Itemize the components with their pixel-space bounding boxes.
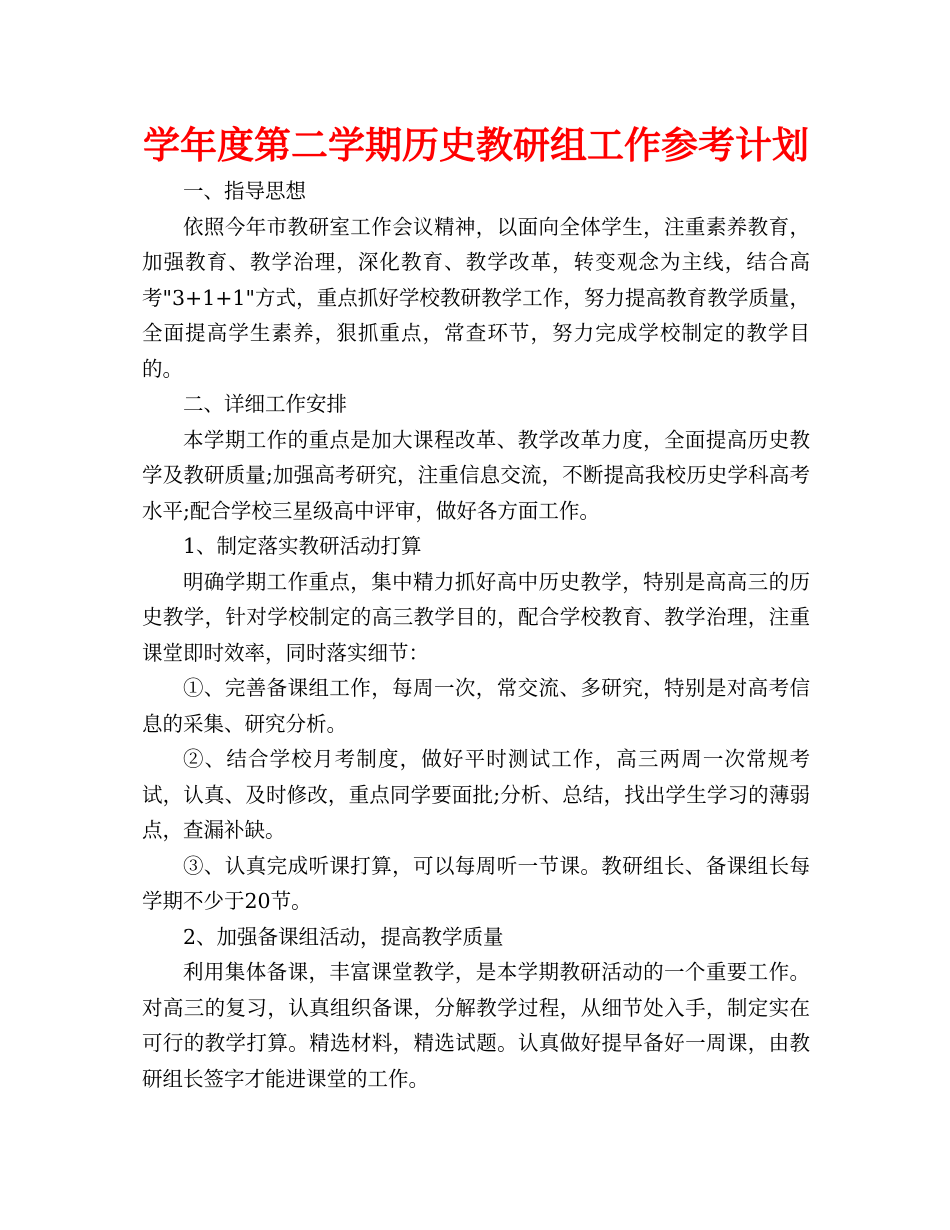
paragraph-lesson-prep: 利用集体备课，丰富课堂教学，是本学期教研活动的一个重要工作。对高三的复习，认真组织备课，分解教学过程，从细节处入手，制定实在可行的教学打算。精选材料，精选试题。认真做好提早备好一周课，由教研组长签字才能进课堂的工作。 xyxy=(142,960,810,1091)
list-item-2: ②、结合学校月考制度，做好平时测试工作，高三两周一次常规考试，认真、及时修改，重点同学要面批;分析、总结，找出学生学习的薄弱点，查漏补缺。 xyxy=(142,747,810,842)
subheading-research-plan: 1、制定落实教研活动打算 xyxy=(183,534,422,558)
paragraph-research-plan: 明确学期工作重点，集中精力抓好高中历史教学，特别是高高三的历史教学，针对学校制定的高三教学目的，配合学校教育、教学治理，注重课堂即时效率，同时落实细节： xyxy=(142,569,810,665)
section-heading-work-arrangement: 二、详细工作安排 xyxy=(183,392,347,416)
section-heading-guiding-ideology: 一、指导思想 xyxy=(183,179,306,203)
list-item-3: ③、认真完成听课打算，可以每周听一节课。教研组长、备课组长每学期不少于20节。 xyxy=(142,853,810,913)
list-item-1: ①、完善备课组工作，每周一次，常交流、多研究，特别是对高考信息的采集、研究分析。 xyxy=(142,676,810,736)
paragraph-semester-focus: 本学期工作的重点是加大课程改革、教学改革力度，全面提高历史教学及教研质量;加强高考研究，注重信息交流，不断提高我校历史学科高考水平;配合学校三星级高中评审，做好各方面工作。 xyxy=(142,427,810,523)
document-page xyxy=(142,118,810,1097)
paragraph-guiding-ideology: 依照今年市教研室工作会议精神，以面向全体学生，注重素养教育，加强教育、教学治理，深化教育、教学改革，转变观念为主线，结合高考"3+1+1"方式，重点抓好学校教研教学工作，努力提高教育教学质量，全面提高学生素养，狠抓重点，常查环节，努力完成学校制定的教学目的。 xyxy=(142,214,810,381)
document-title: 学年度第二学期历史教研组工作参考计划 xyxy=(143,124,809,167)
subheading-lesson-prep: 2、加强备课组活动，提高教学质量 xyxy=(183,924,504,949)
